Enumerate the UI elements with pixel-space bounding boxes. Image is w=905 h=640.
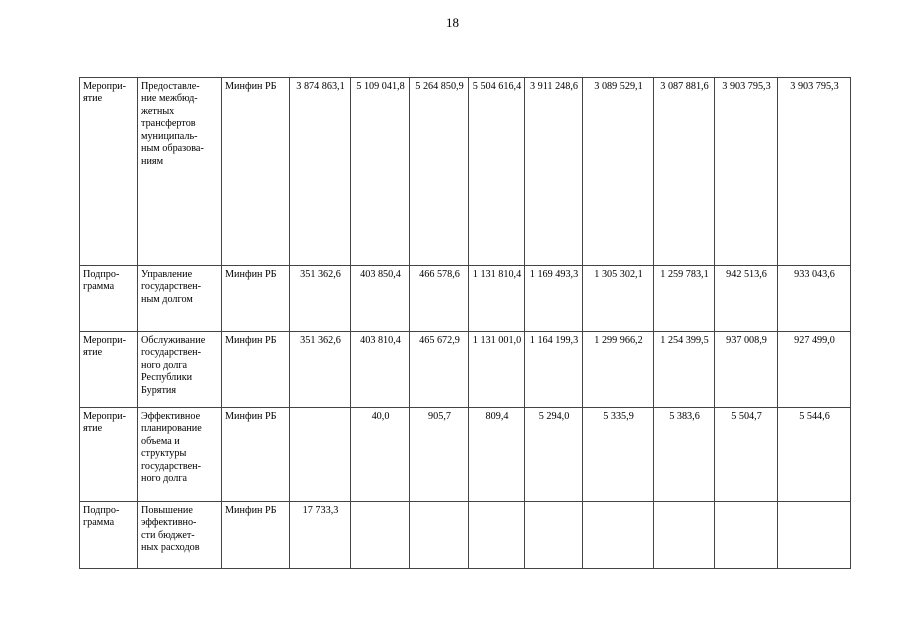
value-cell: 3 089 529,1 [583, 78, 654, 266]
value-cell: 927 499,0 [778, 332, 851, 408]
value-cell: 1 169 493,3 [525, 266, 583, 332]
value-cell: 5 504,7 [715, 408, 778, 502]
value-cell: 466 578,6 [410, 266, 469, 332]
table-row [80, 408, 851, 502]
row-type-cell: Подпро- грамма [80, 502, 138, 569]
value-cell: 5 264 850,9 [410, 78, 469, 266]
value-cell: 905,7 [410, 408, 469, 502]
value-cell: 1 131 810,4 [469, 266, 525, 332]
table-row [80, 332, 851, 408]
executor-cell: Минфин РБ [222, 332, 290, 408]
value-cell [410, 502, 469, 569]
row-name-cell: Эффективное планирование объема и структуры государствен- ного долга [138, 408, 222, 502]
value-cell [715, 502, 778, 569]
table-row [80, 502, 851, 569]
table-row [80, 78, 851, 266]
value-cell: 5 504 616,4 [469, 78, 525, 266]
value-cell [654, 502, 715, 569]
value-cell: 1 254 399,5 [654, 332, 715, 408]
value-cell: 351 362,6 [290, 332, 351, 408]
value-cell: 1 305 302,1 [583, 266, 654, 332]
value-cell: 1 299 966,2 [583, 332, 654, 408]
row-name-cell: Повышение эффективно- сти бюджет- ных расходов [138, 502, 222, 569]
value-cell [583, 502, 654, 569]
table-row [80, 266, 851, 332]
value-cell: 5 335,9 [583, 408, 654, 502]
value-cell: 351 362,6 [290, 266, 351, 332]
value-cell: 3 903 795,3 [715, 78, 778, 266]
row-type-cell: Меропри- ятие [80, 332, 138, 408]
row-name-cell: Управление государствен- ным долгом [138, 266, 222, 332]
row-type-cell: Меропри- ятие [80, 408, 138, 502]
value-cell: 1 131 001,0 [469, 332, 525, 408]
row-type-cell: Меропри- ятие [80, 78, 138, 266]
value-cell: 403 850,4 [351, 266, 410, 332]
value-cell: 933 043,6 [778, 266, 851, 332]
value-cell [525, 502, 583, 569]
executor-cell: Минфин РБ [222, 408, 290, 502]
row-name-cell: Предоставле- ние межбюд- жетных трансфертов муниципаль- ным образова- ниям [138, 78, 222, 266]
value-cell: 40,0 [351, 408, 410, 502]
value-cell: 17 733,3 [290, 502, 351, 569]
executor-cell: Минфин РБ [222, 78, 290, 266]
budget-table [79, 77, 851, 569]
value-cell: 3 911 248,6 [525, 78, 583, 266]
row-name-cell: Обслуживание государствен- ного долга Республики Бурятия [138, 332, 222, 408]
value-cell: 5 383,6 [654, 408, 715, 502]
value-cell [290, 408, 351, 502]
value-cell: 3 087 881,6 [654, 78, 715, 266]
value-cell: 942 513,6 [715, 266, 778, 332]
row-type-cell: Подпро- грамма [80, 266, 138, 332]
value-cell: 5 544,6 [778, 408, 851, 502]
executor-cell: Минфин РБ [222, 502, 290, 569]
value-cell: 403 810,4 [351, 332, 410, 408]
value-cell [778, 502, 851, 569]
value-cell [469, 502, 525, 569]
value-cell: 937 008,9 [715, 332, 778, 408]
value-cell: 465 672,9 [410, 332, 469, 408]
page-number: 18 [446, 15, 459, 30]
value-cell: 809,4 [469, 408, 525, 502]
value-cell [351, 502, 410, 569]
value-cell: 1 164 199,3 [525, 332, 583, 408]
executor-cell: Минфин РБ [222, 266, 290, 332]
value-cell: 1 259 783,1 [654, 266, 715, 332]
value-cell: 3 903 795,3 [778, 78, 851, 266]
value-cell: 3 874 863,1 [290, 78, 351, 266]
value-cell: 5 109 041,8 [351, 78, 410, 266]
value-cell: 5 294,0 [525, 408, 583, 502]
